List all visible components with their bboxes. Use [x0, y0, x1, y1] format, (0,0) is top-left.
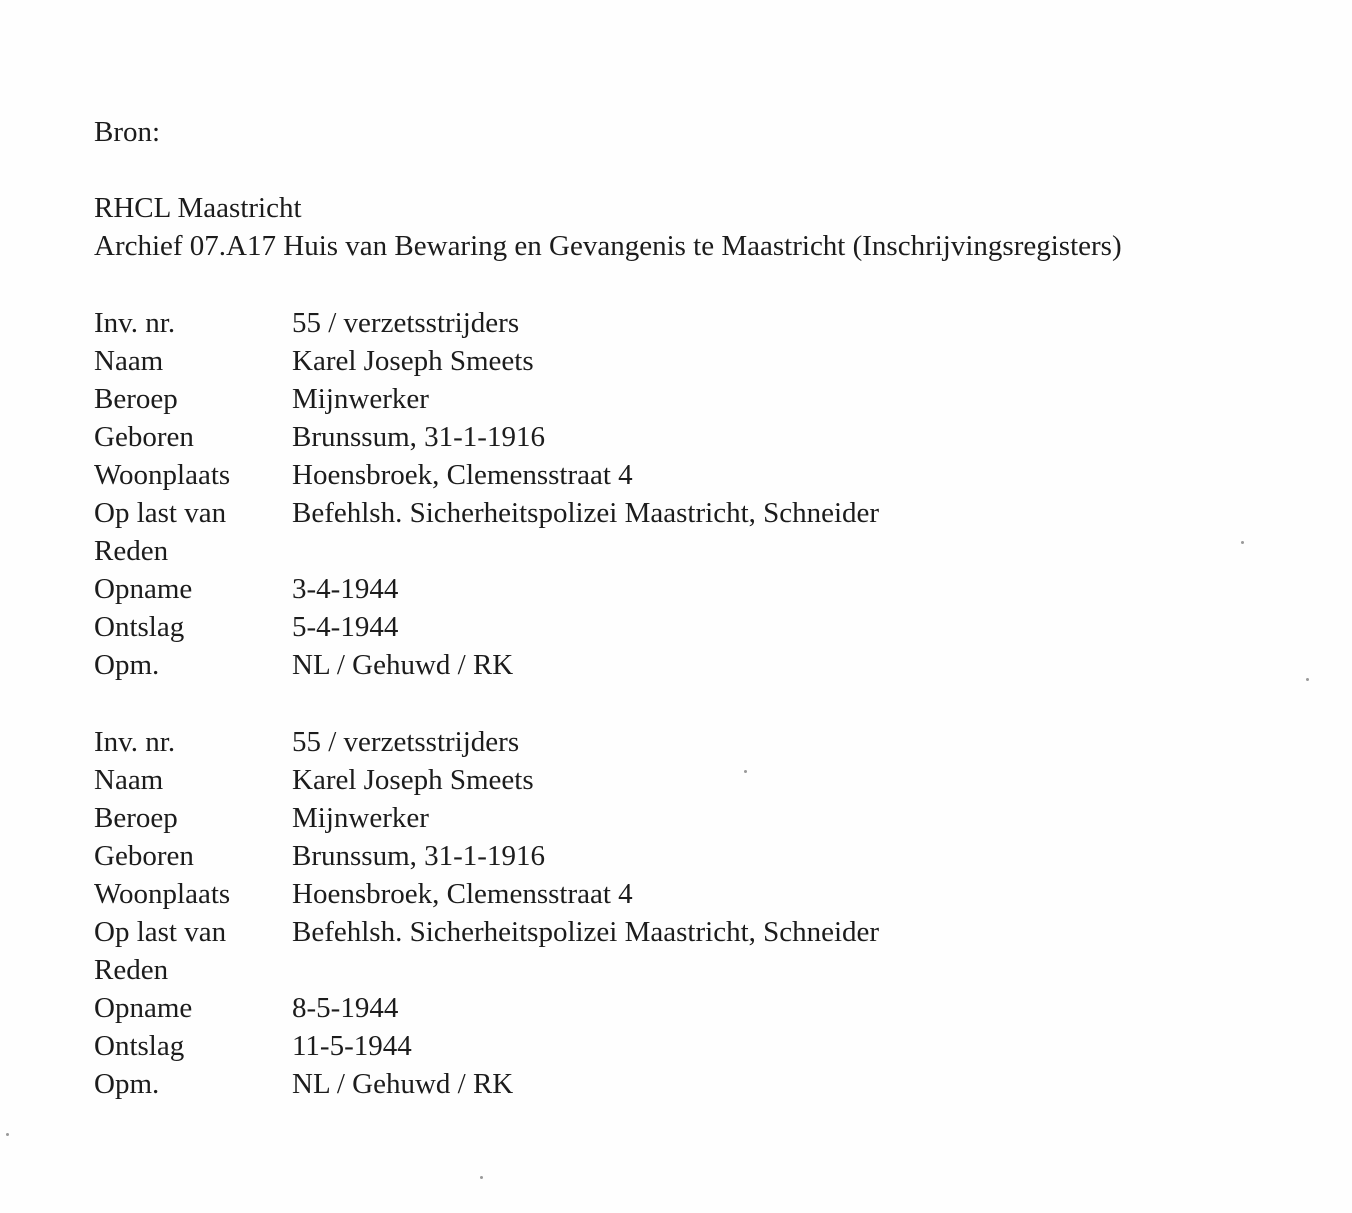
record-field [94, 304, 879, 342]
record-field [94, 875, 879, 913]
record-field [94, 418, 879, 456]
scan-speck [1306, 678, 1309, 681]
field-label: Naam [94, 764, 164, 796]
record-field [94, 1065, 879, 1103]
field-label: Reden [94, 535, 169, 567]
scan-speck [744, 770, 747, 773]
record-field [94, 761, 879, 799]
field-label: Beroep [94, 802, 178, 834]
source-archive: Archief 07.A17 Huis van Bewaring en Gevangenis te Maastricht (Inschrijvingsregisters) [94, 230, 1122, 262]
record-field [94, 951, 879, 989]
record-field [94, 494, 879, 532]
scan-speck [6, 1133, 9, 1136]
field-label: Inv. nr. [94, 726, 176, 758]
field-value: Karel Joseph Smeets [292, 345, 534, 377]
record-field [94, 456, 879, 494]
field-label: Beroep [94, 383, 178, 415]
field-value: Befehlsh. Sicherheitspolizei Maastricht, Schneider [292, 916, 880, 948]
field-value: 5-4-1944 [292, 611, 399, 643]
field-label: Opname [94, 573, 193, 605]
source-institution: RHCL Maastricht [94, 192, 302, 224]
field-label: Ontslag [94, 1030, 185, 1062]
field-label: Naam [94, 345, 164, 377]
record-field [94, 913, 879, 951]
record-field [94, 570, 879, 608]
field-value: 55 / verzetsstrijders [292, 726, 520, 758]
field-value: Brunssum, 31-1-1916 [292, 421, 545, 453]
record-field [94, 1027, 879, 1065]
field-label: Geboren [94, 421, 194, 453]
field-value: 55 / verzetsstrijders [292, 307, 520, 339]
field-label: Opname [94, 992, 193, 1024]
scan-speck [1241, 541, 1244, 544]
record-field [94, 380, 879, 418]
field-label: Op last van [94, 916, 227, 948]
scan-speck [480, 1176, 483, 1179]
record-field [94, 532, 879, 570]
field-label: Woonplaats [94, 878, 231, 910]
field-label: Opm. [94, 1068, 160, 1100]
field-label: Reden [94, 954, 169, 986]
field-value: 3-4-1944 [292, 573, 399, 605]
record-field [94, 723, 879, 761]
record-2 [94, 723, 879, 1103]
field-label: Geboren [94, 840, 194, 872]
field-value: NL / Gehuwd / RK [292, 1068, 514, 1100]
field-value: Hoensbroek, Clemensstraat 4 [292, 878, 633, 910]
record-field [94, 799, 879, 837]
field-value: Karel Joseph Smeets [292, 764, 534, 796]
field-label: Ontslag [94, 611, 185, 643]
field-value: Mijnwerker [292, 802, 429, 834]
field-label: Woonplaats [94, 459, 231, 491]
field-label: Inv. nr. [94, 307, 176, 339]
record-field [94, 342, 879, 380]
record-field [94, 646, 879, 684]
field-value: NL / Gehuwd / RK [292, 649, 514, 681]
field-value: Mijnwerker [292, 383, 429, 415]
field-value: Hoensbroek, Clemensstraat 4 [292, 459, 633, 491]
field-value: 8-5-1944 [292, 992, 399, 1024]
field-label: Op last van [94, 497, 227, 529]
record-1 [94, 304, 879, 684]
record-field [94, 837, 879, 875]
source-heading: Bron: [94, 116, 161, 148]
field-value: 11-5-1944 [292, 1030, 412, 1062]
field-value: Befehlsh. Sicherheitspolizei Maastricht, Schneider [292, 497, 880, 529]
record-field [94, 989, 879, 1027]
field-value: Brunssum, 31-1-1916 [292, 840, 545, 872]
field-label: Opm. [94, 649, 160, 681]
record-field [94, 608, 879, 646]
